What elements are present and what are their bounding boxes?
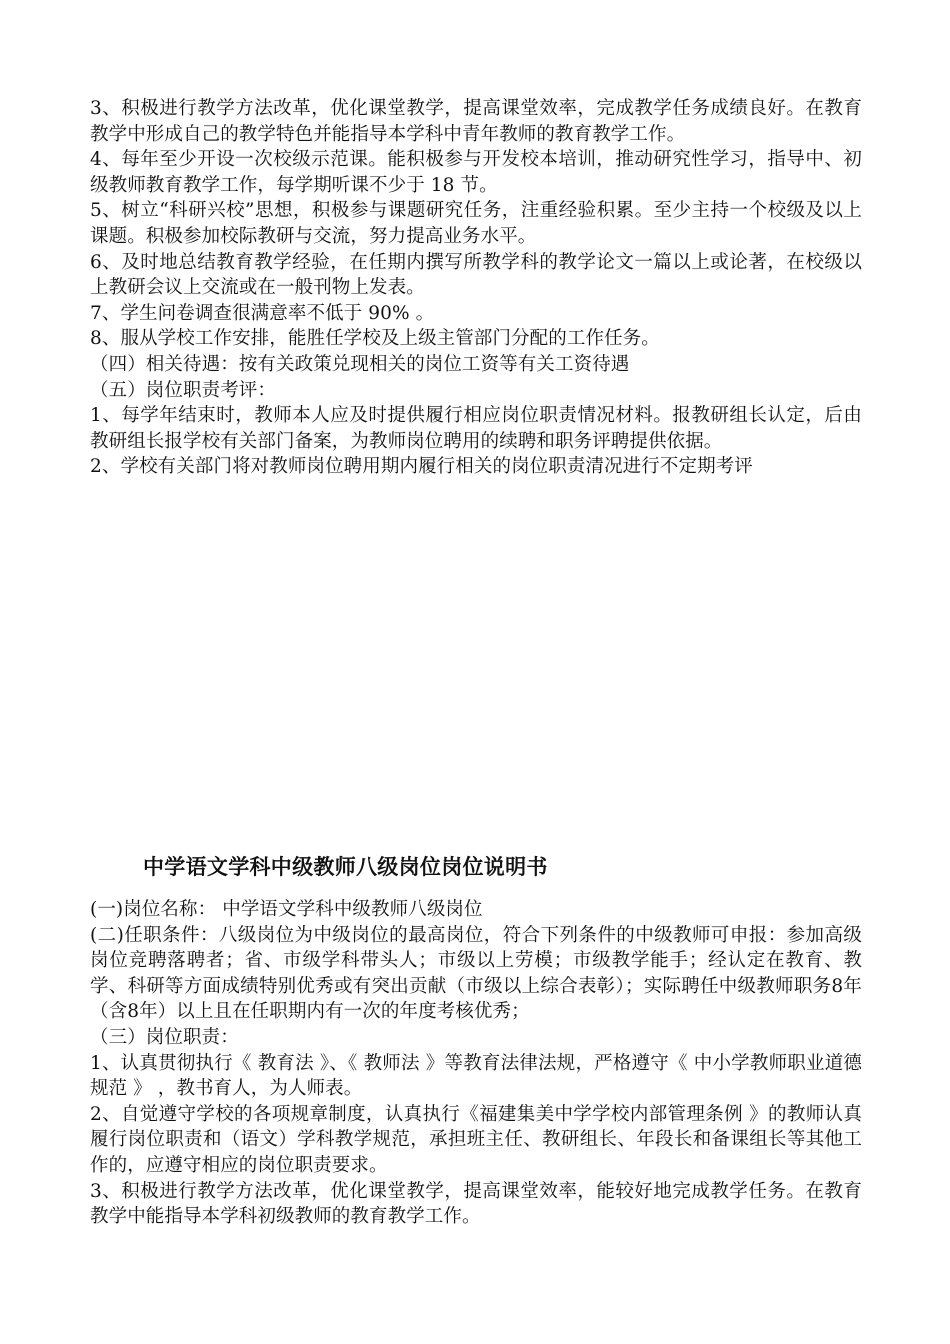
document-title: 中学语文学科中级教师八级岗位岗位说明书 xyxy=(143,855,548,879)
previous-section-continuation xyxy=(90,96,862,480)
paragraph-evaluation-1: 1、每学年结束时，教师本人应及时提供履行相应岗位职责情况材料。报教研组长认定，后由教研组长报学校有关部门备案，为教师岗位聘用的续聘和职务评聘提供依据。 xyxy=(90,405,862,452)
paragraph-duty-2: 2、自觉遵守学校的各项规章制度，认真执行《福建集美中学学校内部管理条例 》的教师认真履行岗位职责和（语文）学科教学规范，承担班主任、教研组长、年段长和备课组长等其他工作的，应遵守相应的岗位职责要求。 xyxy=(90,1103,862,1176)
paragraph-benefits: （四）相关待遇：按有关政策兑现相关的岗位工资等有关工资待遇 xyxy=(90,353,630,375)
paragraph-duty-6: 6、及时地总结教育教学经验，在任期内撰写所教学科的教学论文一篇以上或论著，在校级以上教研会议上交流或在一般刊物上发表。 xyxy=(90,251,862,299)
paragraph-duty-4: 4、每年至少开设一次校级示范课。能积极参与开发校本培训，推动研究性学习，指导中、初级教师教育教学工作，每学期听课不少于 18 节。 xyxy=(90,149,862,196)
job-description-section xyxy=(90,897,862,1230)
paragraph-evaluation-heading: （五）岗位职责考评： xyxy=(90,379,277,401)
paragraph-qualifications: (二)任职条件：八级岗位为中级岗位的最高岗位，符合下列条件的中级教师可申报：参加高级岗位竞聘落聘者；省、市级学科带头人；市级以上劳模；市级教学能手；经认定在教育、教学、科研等方面成绩特别优秀或有突出贡献（市级以上综合表彰）；实际聘任中级教师职务8年（含8年）以上且在任职期内有一次的年度考核优秀； xyxy=(90,924,862,1023)
paragraph-position-name: (一)岗位名称： 中学语文学科中级教师八级岗位 xyxy=(90,899,483,920)
paragraph-duty-1: 1、认真贯彻执行《 教育法 》、《 教师法 》等教育法律法规，严格遵守《 中小学教师职业道德规范 》 ，教书育人，为人师表。 xyxy=(90,1052,862,1100)
paragraph-duty-7: 7、学生问卷调查很满意率不低于 90% 。 xyxy=(90,302,435,324)
paragraph-duty-5: 5、树立“科研兴校”思想，积极参与课题研究任务，注重经验积累。至少主持一个校级及以上课题。积极参加校际教研与交流，努力提高业务水平。 xyxy=(90,200,862,247)
paragraph-duty-3-bottom: 3、积极进行教学方法改革，优化课堂教学，提高课堂效率，能较好地完成教学任务。在教育教学中能指导本学科初级教师的教育教学工作。 xyxy=(90,1180,862,1228)
paragraph-duty-3: 3、积极进行教学方法改革，优化课堂教学，提高课堂效率，完成教学任务成绩良好。在教育教学中形成自己的教学特色并能指导本学科中青年教师的教育教学工作。 xyxy=(90,98,862,145)
paragraph-evaluation-2: 2、学校有关部门将对教师岗位聘用期内履行相关的岗位职责清况进行不定期考评 xyxy=(90,456,753,478)
paragraph-duties-heading: （三）岗位职责： xyxy=(90,1026,239,1048)
paragraph-duty-8: 8、服从学校工作安排，能胜任学校及上级主管部门分配的工作任务。 xyxy=(90,328,660,350)
